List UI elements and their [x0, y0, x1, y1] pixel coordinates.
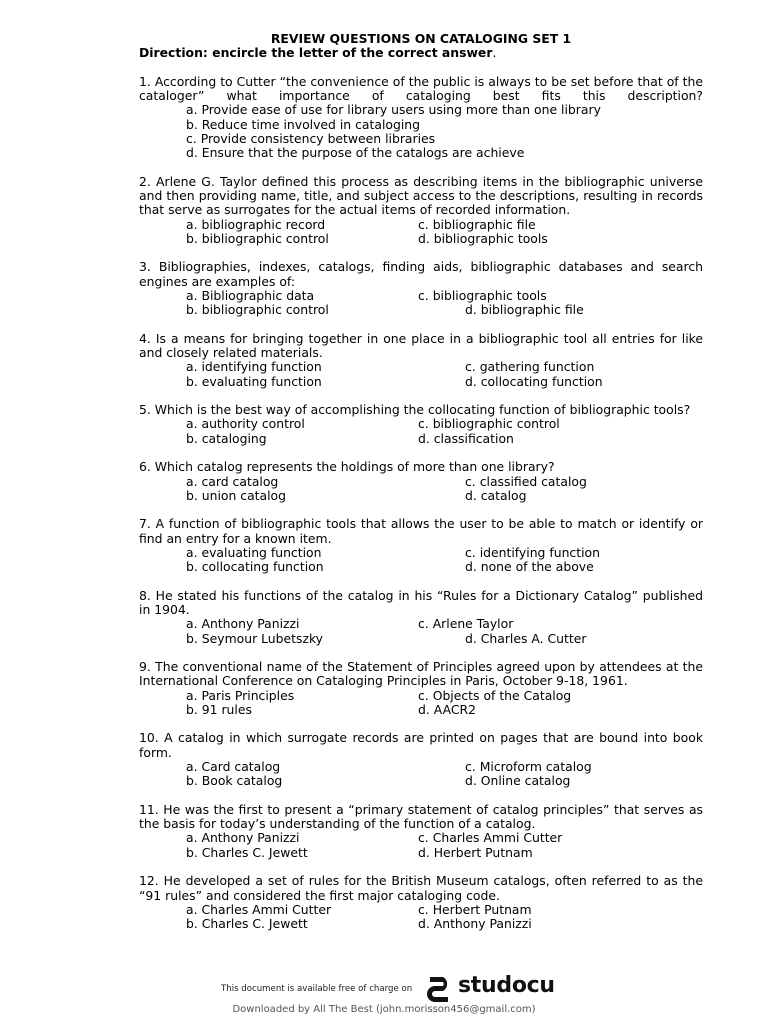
option-d[interactable]: d. collocating function — [465, 373, 603, 389]
studocu-logo-icon — [424, 974, 454, 1004]
question-stem: 6. Which catalog represents the holdings of more than one library? — [139, 459, 555, 475]
question-1 — [139, 75, 703, 161]
option-c[interactable]: c. identifying function — [465, 544, 600, 560]
page-footer — [0, 970, 768, 1024]
answer-options — [139, 417, 703, 446]
option-b[interactable]: b. bibliographic control — [186, 302, 329, 318]
question-2 — [139, 175, 703, 246]
option-c[interactable]: c. Herbert Putnam — [418, 901, 532, 917]
direction-text — [139, 46, 703, 60]
option-b[interactable]: b. union catalog — [186, 487, 287, 503]
answer-options — [139, 289, 703, 318]
option-b[interactable]: b. Charles C. Jewett — [186, 844, 308, 860]
option-a[interactable]: a. Provide ease of use for library users using more than one library — [186, 102, 601, 118]
option-c[interactable]: c. gathering function — [465, 359, 595, 375]
question-3 — [139, 260, 703, 317]
answer-options — [139, 617, 703, 646]
option-a[interactable]: a. bibliographic record — [186, 216, 326, 232]
option-d[interactable]: d. Herbert Putnam — [418, 844, 533, 860]
option-c[interactable]: c. classified catalog — [465, 473, 587, 489]
option-c[interactable]: c. Provide consistency between libraries — [186, 130, 436, 146]
option-b[interactable]: b. Reduce time involved in cataloging — [186, 116, 420, 132]
option-a[interactable]: a. Anthony Panizzi — [186, 616, 300, 632]
question-11 — [139, 803, 703, 860]
option-b[interactable]: b. Book catalog — [186, 773, 283, 789]
option-c[interactable]: c. bibliographic tools — [418, 288, 547, 304]
option-a[interactable]: a. Charles Ammi Cutter — [186, 901, 332, 917]
download-notice: Downloaded by All The Best (john.morisson456@gmail.com) — [232, 1004, 536, 1015]
question-stem: 12. He developed a set of rules for the British Museum catalogs, often referred to as the “91 rules” and considered the first major cataloging code. — [139, 873, 703, 903]
option-d[interactable]: d. Charles A. Cutter — [465, 630, 587, 646]
option-b[interactable]: b. collocating function — [186, 559, 324, 575]
question-10 — [139, 731, 703, 788]
document-title: REVIEW QUESTIONS ON CATALOGING SET 1 — [270, 31, 572, 46]
answer-options — [139, 218, 703, 247]
answer-options — [139, 103, 703, 160]
question-stem: 1. According to Cutter “the convenience of the public is always to be set before that of the cataloger” what importance of cataloging best fits this description? — [139, 73, 703, 104]
direction-label: Direction: encircle the letter of the correct answer — [139, 45, 493, 61]
document-page — [139, 32, 703, 931]
answer-options — [139, 903, 703, 932]
option-b[interactable]: b. Seymour Lubetszky — [186, 630, 324, 646]
answer-options — [139, 831, 703, 860]
question-5 — [139, 403, 703, 446]
option-d[interactable]: d. AACR2 — [418, 701, 476, 717]
option-b[interactable]: b. 91 rules — [186, 701, 252, 717]
option-c[interactable]: c. bibliographic file — [418, 216, 536, 232]
availability-notice: This document is available free of charge on — [221, 984, 413, 994]
answer-options — [139, 546, 703, 575]
option-a[interactable]: a. Anthony Panizzi — [186, 830, 300, 846]
answer-options — [139, 760, 703, 789]
direction-period: . — [492, 45, 497, 61]
question-stem: 7. A function of bibliographic tools that allows the user to be able to match or identify or find an entry for a known item. — [139, 516, 703, 546]
option-c[interactable]: c. Charles Ammi Cutter — [418, 830, 563, 846]
option-d[interactable]: d. none of the above — [465, 559, 594, 575]
answer-options — [139, 360, 703, 389]
option-b[interactable]: b. evaluating function — [186, 373, 322, 389]
option-a[interactable]: a. Card catalog — [186, 759, 281, 775]
option-a[interactable]: a. Paris Principles — [186, 687, 295, 703]
question-12 — [139, 874, 703, 931]
question-stem: 10. A catalog in which surrogate records are printed on pages that are bound into book form. — [139, 730, 703, 760]
question-8 — [139, 589, 703, 646]
question-stem: 9. The conventional name of the Statement of Principles agreed upon by attendees at the International Conference on Cataloging Principles in Paris, October 9-18, 1961. — [139, 659, 703, 689]
option-b[interactable]: b. Charles C. Jewett — [186, 916, 308, 932]
question-stem: 4. Is a means for bringing together in one place in a bibliographic tool all entries for like and closely related materials. — [139, 330, 703, 361]
question-4 — [139, 332, 703, 389]
question-6 — [139, 460, 703, 503]
option-d[interactable]: d. bibliographic file — [465, 302, 584, 318]
option-d[interactable]: d. classification — [418, 430, 514, 446]
brand-name: studocu — [458, 973, 555, 998]
option-c[interactable]: c. Objects of the Catalog — [418, 687, 572, 703]
question-stem: 2. Arlene G. Taylor defined this process as describing items in the bibliographic universe and then providing name, title, and subject access to the descriptions, resulting in records that serve as surrogates for the actual items of recorded information. — [139, 173, 703, 218]
option-a[interactable]: a. Bibliographic data — [186, 288, 315, 304]
answer-options — [139, 475, 703, 504]
option-c[interactable]: c. Microform catalog — [465, 759, 592, 775]
question-stem: 8. He stated his functions of the catalog in his “Rules for a Dictionary Catalog” published in 1904. — [139, 587, 703, 617]
option-c[interactable]: c. Arlene Taylor — [418, 616, 514, 632]
option-a[interactable]: a. card catalog — [186, 473, 279, 489]
option-d[interactable]: d. Ensure that the purpose of the catalogs are achieve — [186, 145, 525, 161]
option-b[interactable]: b. bibliographic control — [186, 230, 329, 246]
option-a[interactable]: a. evaluating function — [186, 544, 322, 560]
option-a[interactable]: a. authority control — [186, 416, 305, 432]
option-d[interactable]: d. bibliographic tools — [418, 230, 548, 246]
question-stem: 5. Which is the best way of accomplishing the collocating function of bibliographic tools? — [139, 402, 691, 418]
option-d[interactable]: d. Anthony Panizzi — [418, 916, 532, 932]
option-a[interactable]: a. identifying function — [186, 359, 322, 375]
option-d[interactable]: d. catalog — [465, 487, 527, 503]
question-stem: 11. He was the first to present a “primary statement of catalog principles” that serves as the basis for today’s understanding of the function of a catalog. — [139, 801, 703, 832]
question-7 — [139, 517, 703, 574]
option-b[interactable]: b. cataloging — [186, 430, 267, 446]
question-9 — [139, 660, 703, 717]
option-c[interactable]: c. bibliographic control — [418, 416, 560, 432]
question-stem: 3. Bibliographies, indexes, catalogs, finding aids, bibliographic databases and search engines are examples of: — [139, 259, 703, 289]
option-d[interactable]: d. Online catalog — [465, 773, 571, 789]
answer-options — [139, 689, 703, 718]
